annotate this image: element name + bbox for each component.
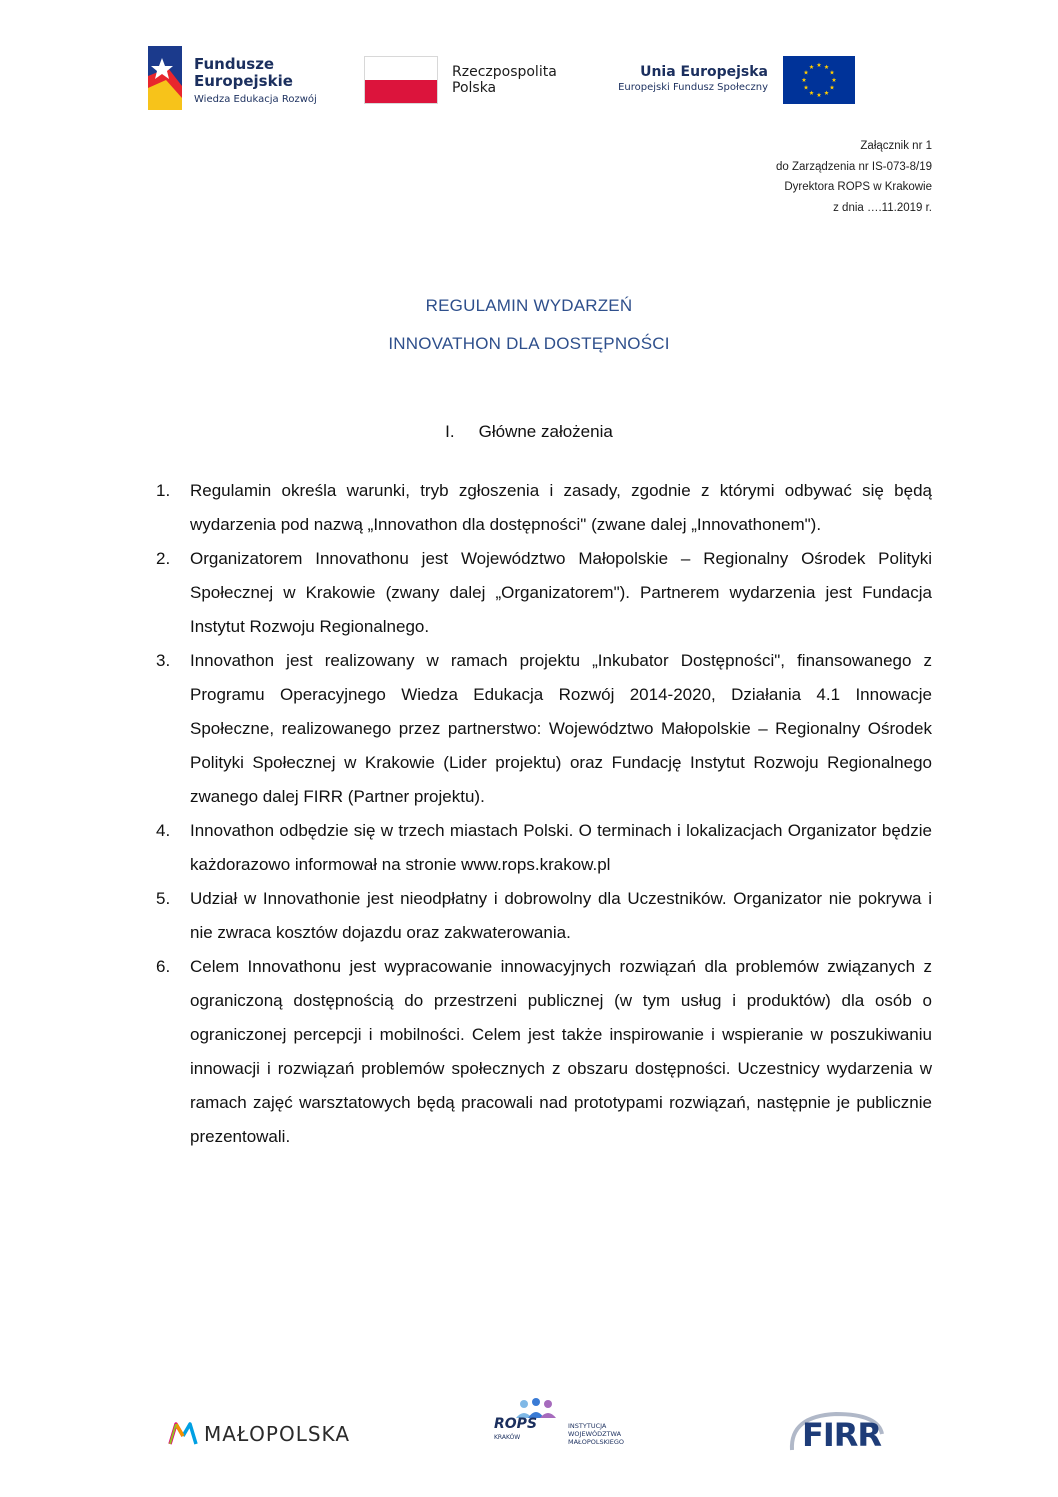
item-text: Innovathon jest realizowany w ramach projektu „Inkubator Dostępności", finansowanego z Programu Operacyjnego Wiedza Edukacja Rozwój 2014-2020, Działania 4.1 Innowacje Społeczne, realizowanego przez partnerstwo: Województwo Małopolskie – Regionalny Ośrodek Polityki Społecznej w Krakowie (Lider projektu) oraz Fundację Instytut Rozwoju Regionalnego zwanego dalej FIRR (Partner projektu). (190, 651, 932, 806)
item-text: Celem Innovathonu jest wypracowanie innowacyjnych rozwiązań dla problemów związanych z ograniczoną dostępnością do przestrzeni publicznej (w tym usług i produktów) dla osób o ograniczonej percepcji i mobilności. Celem jest także inspirowanie i wspieranie w poszukiwaniu innowacji i rozwiązań problemów społecznych z obszaru dostępności. Uczestnicy wydarzenia w ramach zajęć warsztatowych będą pracowali nad prototypami rozwiązań, następnie je publicznie prezentowali. (190, 957, 932, 1146)
fundusze-line2: Europejskie (194, 72, 293, 90)
rops-word: ROPS (494, 1416, 538, 1432)
regulations-list (156, 474, 932, 1154)
item-text: Innovathon odbędzie się w trzech miastach Polski. O terminach i lokalizacjach Organizator będzie każdorazowo informował na stronie www.rops.krakow.pl (190, 821, 932, 874)
rops-city: KRAKÓW (494, 1434, 521, 1441)
annex-line2: do Zarządzenia nr IS-073-8/19 (776, 160, 932, 173)
list-item (156, 882, 932, 950)
list-item (156, 644, 932, 814)
document-subtitle: INNOVATHON DLA DOSTĘPNOŚCI (388, 334, 670, 353)
annex-line1: Załącznik nr 1 (860, 140, 932, 152)
section-number: I. (445, 422, 455, 441)
annex-block (776, 136, 932, 218)
malopolska-icon (168, 1420, 198, 1446)
fundusze-europejskie-logo (148, 46, 328, 112)
list-item (156, 814, 932, 882)
item-number: 5. (156, 889, 171, 908)
annex-line3: Dyrektora ROPS w Krakowie (784, 181, 932, 193)
item-number: 4. (156, 821, 171, 840)
fundusze-europejskie-icon (148, 46, 182, 110)
item-number: 1. (156, 481, 171, 500)
rops-inst-line1: INSTYTUCJA (568, 1422, 607, 1430)
annex-line4: z dnia ….11.2019 r. (833, 201, 932, 214)
firr-logo (786, 1410, 886, 1456)
rzeczpospolita-line1: Rzeczpospolita (452, 64, 557, 80)
item-text: Udział w Innovathonie jest nieodpłatny i dobrowolny dla Uczestników. Organizator nie pokrywa i nie zwraca kosztów dojazdu oraz zakwaterowania. (190, 889, 932, 942)
section-title: Główne założenia (478, 422, 613, 441)
rzeczpospolita-line2: Polska (452, 80, 497, 96)
list-item (156, 474, 932, 542)
list-item (156, 542, 932, 644)
document-title: REGULAMIN WYDARZEŃ (425, 296, 633, 315)
fundusze-line1: Fundusze (194, 55, 275, 73)
rops-logo (492, 1398, 652, 1458)
item-number: 6. (156, 957, 171, 976)
malopolska-logo (168, 1418, 388, 1450)
item-text: Regulamin określa warunki, tryb zgłoszenia i zasady, zgodnie z którymi odbywać się będą wydarzenia pod nazwą „Innovathon dla dostępności" (zwane dalej „Innovathonem"). (190, 481, 932, 534)
unia-line1: Unia Europejska (640, 64, 768, 80)
fundusze-line3: Wiedza Edukacja Rozwój (194, 94, 317, 105)
firr-text: FIRR (802, 1416, 882, 1454)
eu-flag-icon (783, 56, 855, 104)
rops-institution (568, 1422, 624, 1446)
rops-inst-line3: MAŁOPOLSKIEGO (568, 1438, 625, 1446)
rzeczpospolita-polska-logo (364, 56, 584, 106)
item-text: Organizatorem Innovathonu jest Województwo Małopolskie – Regionalny Ośrodek Polityki Społecznej w Krakowie (zwany dalej „Organizatorem"). Partnerem wydarzenia jest Fundacja Instytut Rozwoju Regionalnego. (190, 549, 932, 636)
rops-inst-line2: WOJEWÓDZTWA (568, 1430, 622, 1438)
malopolska-text: MAŁOPOLSKA (204, 1422, 351, 1446)
unia-europejska-logo (616, 56, 856, 106)
section-heading (0, 422, 1058, 442)
unia-line2: Europejski Fundusz Społeczny (618, 82, 768, 93)
poland-flag-icon (364, 56, 438, 104)
list-item (156, 950, 932, 1154)
item-number: 3. (156, 651, 171, 670)
item-number: 2. (156, 549, 171, 568)
